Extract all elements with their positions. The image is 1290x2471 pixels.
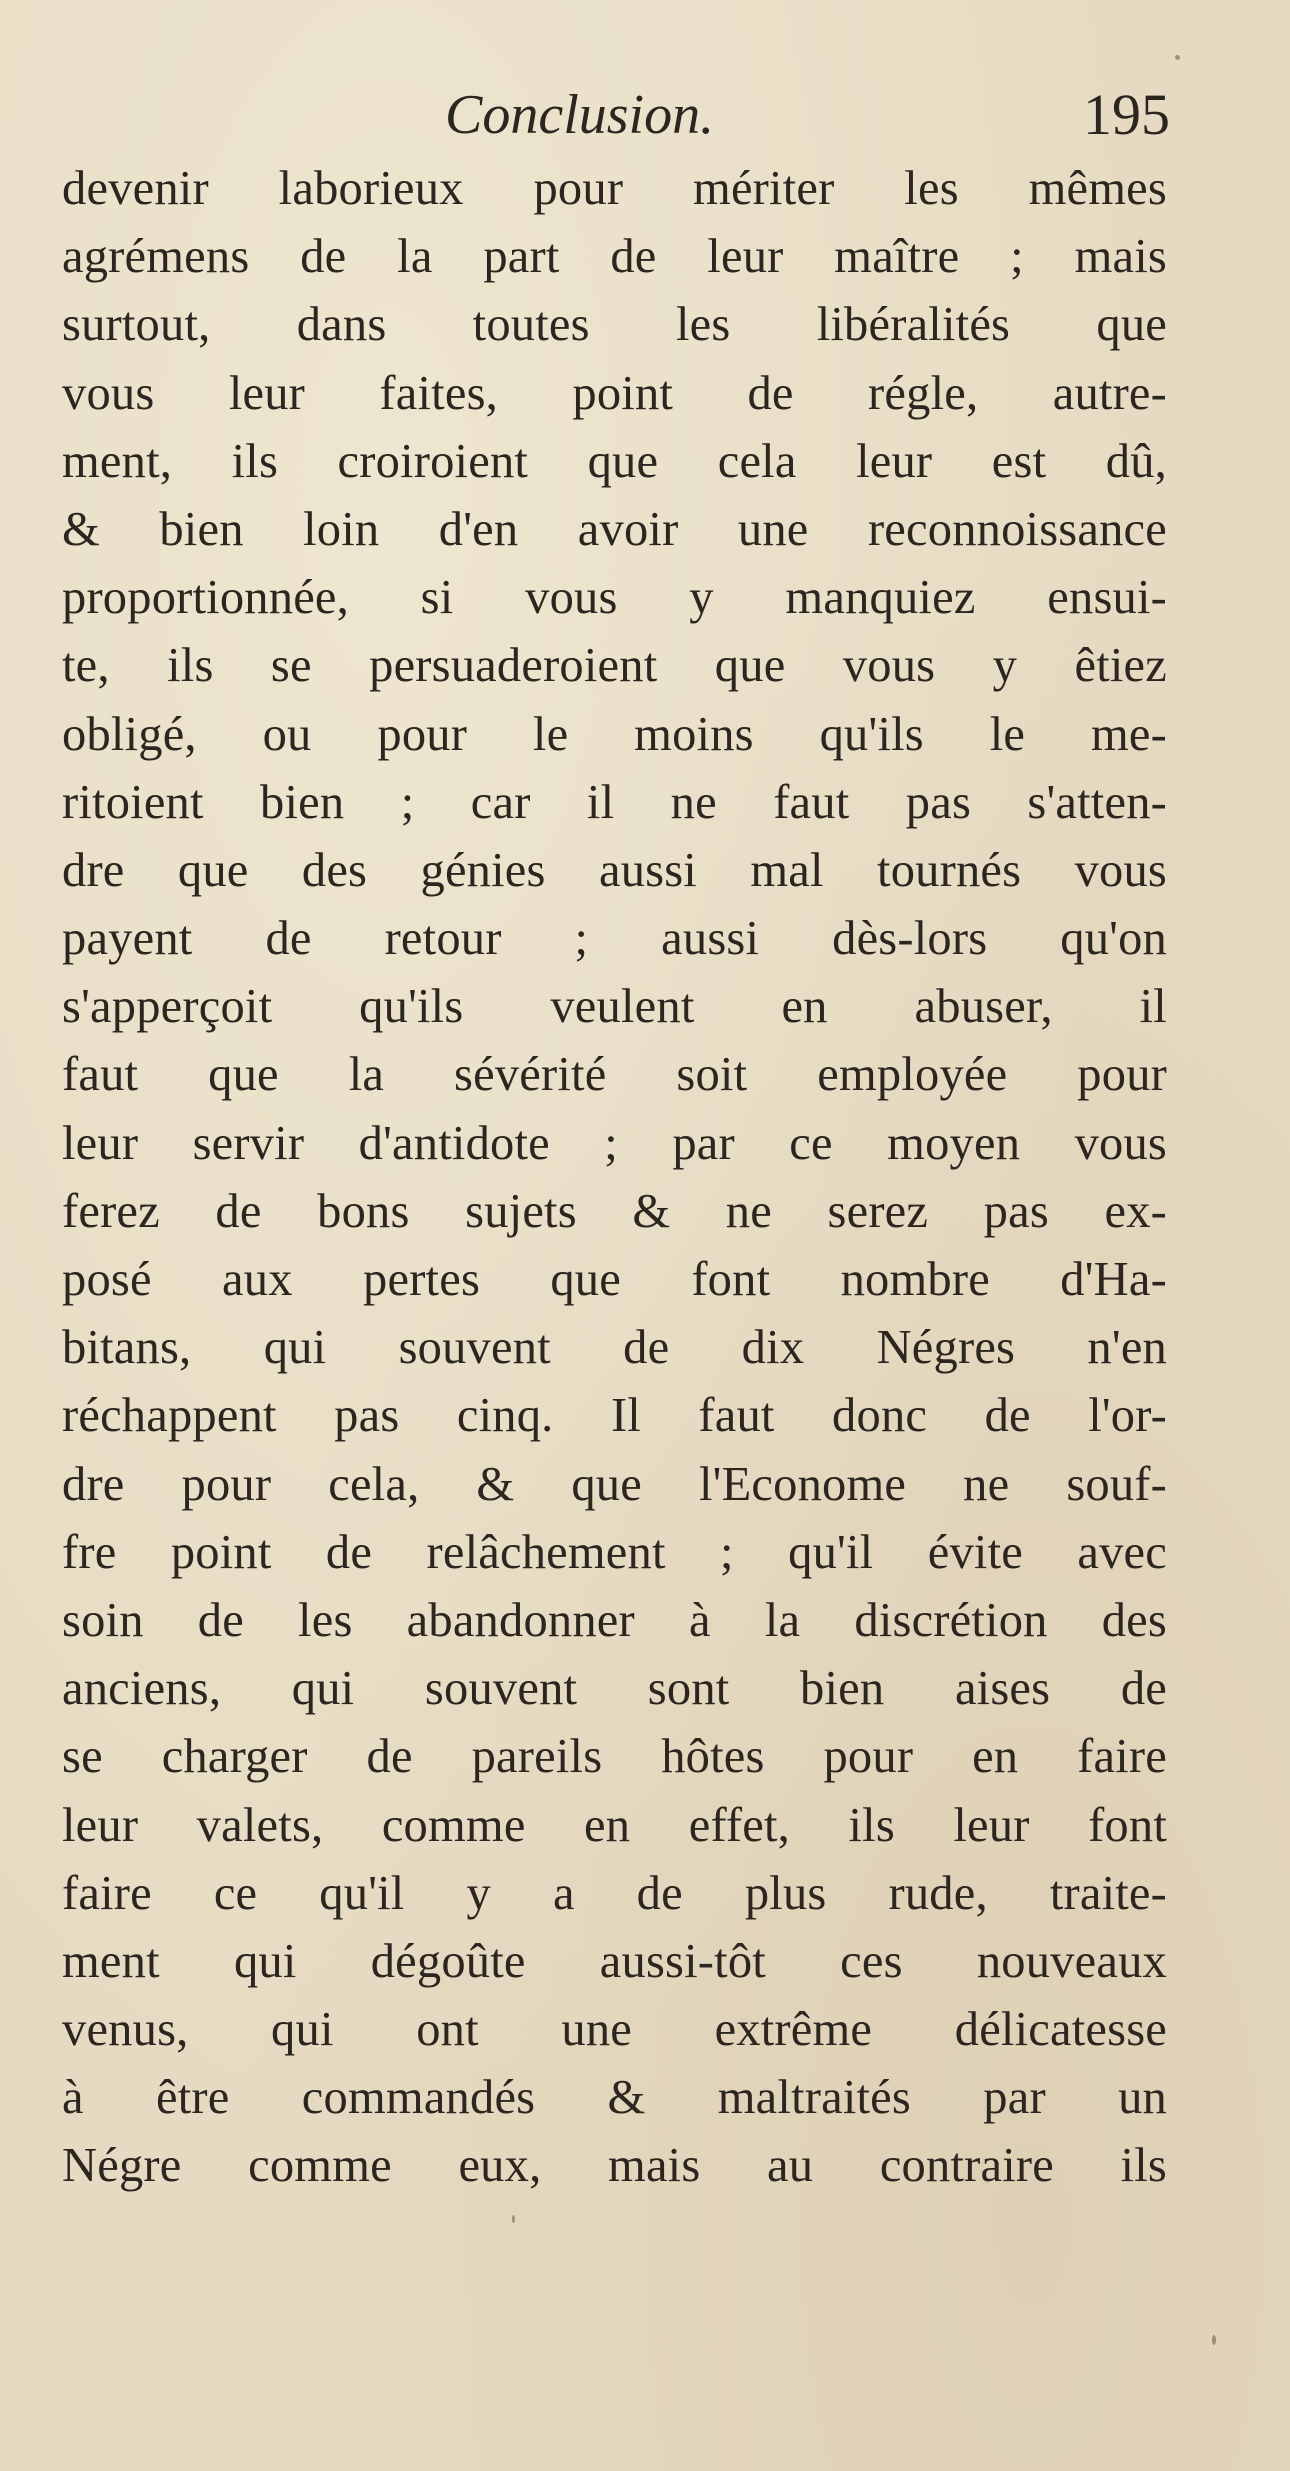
text-line: surtout, dans toutes les libéralités que xyxy=(62,298,1167,352)
text-line: agrémens de la part de leur maître ; mais xyxy=(62,230,1167,284)
paper-speck xyxy=(1175,55,1180,60)
text-line: & bien loin d'en avoir une reconnoissance xyxy=(62,502,1167,556)
page-header xyxy=(60,80,1170,160)
text-line: payent de retour ; aussi dès-lors qu'on xyxy=(62,912,1167,966)
paper-speck xyxy=(512,2215,515,2223)
text-line: dre que des génies aussi mal tournés vous xyxy=(62,843,1167,897)
running-head: Conclusion. xyxy=(445,84,715,146)
text-line: faire ce qu'il y a de plus rude, traite- xyxy=(62,1866,1167,1920)
text-line: réchappent pas cinq. Il faut donc de l'or- xyxy=(62,1389,1167,1443)
text-line: vous leur faites, point de régle, autre- xyxy=(62,366,1167,420)
text-line: proportionnée, si vous y manquiez ensui- xyxy=(62,571,1167,625)
text-line: bitans, qui souvent de dix Négres n'en xyxy=(62,1321,1167,1375)
text-line: dre pour cela, & que l'Econome ne souf- xyxy=(62,1457,1167,1511)
text-line: ferez de bons sujets & ne serez pas ex- xyxy=(62,1184,1167,1238)
text-line: ment qui dégoûte aussi-tôt ces nouveaux xyxy=(62,1934,1167,1988)
text-line: venus, qui ont une extrême délicatesse xyxy=(62,2003,1167,2057)
text-line: soin de les abandonner à la discrétion des xyxy=(62,1593,1167,1647)
text-line: anciens, qui souvent sont bien aises de xyxy=(62,1662,1167,1716)
text-line: te, ils se persuaderoient que vous y êtiez xyxy=(62,639,1167,693)
text-line: devenir laborieux pour mériter les mêmes xyxy=(62,162,1167,215)
text-line: leur valets, comme en effet, ils leur font xyxy=(62,1798,1167,1852)
text-line: Négre comme eux, mais au contraire ils xyxy=(62,2139,1167,2193)
body-text xyxy=(62,155,1167,2201)
text-line: leur servir d'antidote ; par ce moyen vous xyxy=(62,1116,1167,1170)
text-line: posé aux pertes que font nombre d'Ha- xyxy=(62,1253,1167,1306)
text-line: obligé, ou pour le moins qu'ils le me- xyxy=(62,707,1167,761)
text-line: fre point de relâchement ; qu'il évite avec xyxy=(62,1525,1167,1579)
text-line: à être commandés & maltraités par un xyxy=(62,2071,1167,2125)
paper-speck xyxy=(1212,2335,1216,2345)
text-line: s'apperçoit qu'ils veulent en abuser, il xyxy=(62,980,1167,1034)
text-line: se charger de pareils hôtes pour en faire xyxy=(62,1730,1167,1784)
text-line: ment, ils croiroient que cela leur est dû, xyxy=(62,434,1167,488)
text-line: ritoient bien ; car il ne faut pas s'atten- xyxy=(62,775,1167,829)
text-line: faut que la sévérité soit employée pour xyxy=(62,1048,1167,1102)
page-number: 195 xyxy=(1083,82,1170,147)
